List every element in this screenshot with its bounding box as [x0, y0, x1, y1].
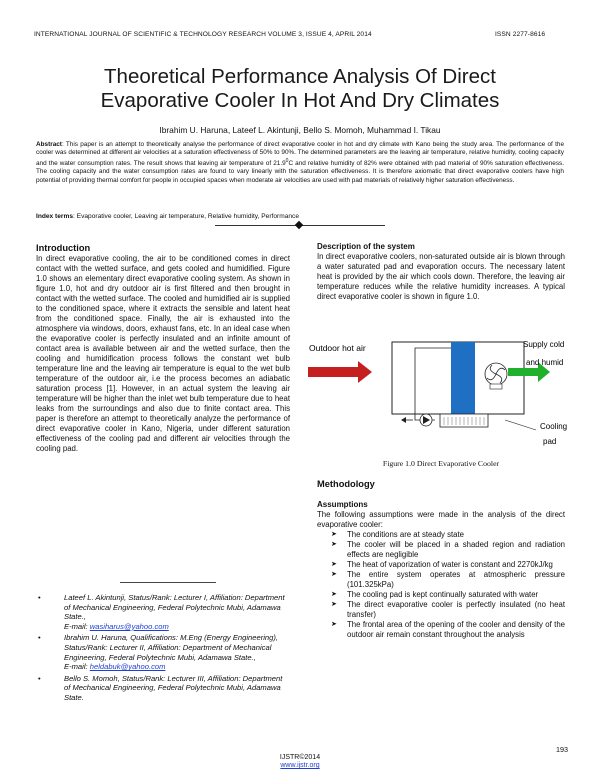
abstract [36, 141, 564, 185]
journal-header: INTERNATIONAL JOURNAL OF SCIENTIFIC & TECHNOLOGY RESEARCH VOLUME 3, ISSUE 4, APRIL 2014 [34, 31, 372, 38]
label-outdoor-hot-air: Outdoor hot air [309, 343, 366, 353]
paper-title-line-2: Evaporative Cooler In Hot And Dry Climates [100, 89, 500, 112]
introduction-text: In direct evaporative cooling, the air to be conditioned comes in direct contact with the wetted surface, and gets cooled and humidified. Figure 1.0 shows an elementary direct evaporative cooling system. As shown in figure 1.0, hot and dry outdoor air is first filtered and then brought in contact with the wetted surface. The cooled and humidified air is supplied to the conditioned space, where it extracts the sensible and latent heat from the conditioned space. Finally, the air is exhausted into the atmosphere via windows, doors, exhaust fans, etc. In an ideal case when the evaporative cooler is perfectly insulated and an infinite amount of contact area is available between air and the wetted surface, then the cooling and humidification process follows the constant wet bulb temperature line and the leaving air temperature is equal to the wet bulb temperature of the outdoor air, i.e the process becomes an adiabatic saturation process [1]. However, in an actual system the leaving air temperature will be higher than the inlet wet bulb temperature due to heat leaks from the surroundings and also due to finite contact area. This paper is therefore an attempt to theoretically analyze the performance of direct evaporative cooler in Kano, Nigeria, under different saturation effectiveness of the cooling pad and different air velocities through the cooling pad. [36, 254, 290, 453]
description-section [317, 242, 565, 302]
page-number: 193 [556, 745, 568, 754]
list-item: ➤ The heat of vaporization of water is constant and 2270kJ/kg [317, 560, 565, 570]
paper-title-line-1: Theoretical Performance Analysis Of Direct [104, 65, 496, 88]
footnote-item [36, 633, 290, 671]
evaporative-cooler-diagram [300, 334, 570, 454]
index-terms [36, 213, 564, 220]
footnote-email-label: E-mail: [64, 621, 90, 631]
label-pad: pad [543, 437, 557, 446]
list-item: ➤ The entire system operates at atmospheric pressure (101.325kPa) [317, 570, 565, 590]
pad-leader-line [505, 420, 536, 430]
methodology-heading: Methodology [317, 479, 375, 489]
footnote-email-link[interactable]: wasiharus@yahoo.com [89, 621, 169, 631]
index-terms-label: Index terms [36, 213, 74, 220]
journal-url-link[interactable]: www.ijstr.org [280, 762, 320, 769]
footnote-email-label: E-mail: [64, 662, 90, 672]
list-item: ➤ The cooler will be placed in a shaded region and radiation effects are negligible [317, 540, 565, 560]
footnote-text: Ibrahim U. Haruna, Qualifications: M.Eng (Energy Engineering), Status/Rank: Lecturer II, Affiliation: Department of Mechanical Engineering, Federal Polytechnic Mubi, Adamawa State., [64, 633, 278, 662]
assumptions-heading: Assumptions [317, 500, 368, 509]
footnote-text: Bello S. Momoh, Status/Rank: Lecturer III, Affiliation: Department of Mechanical Engineering, Federal Polytechnic Mubi, Adamawa State. [64, 673, 283, 702]
abstract-label: Abstract [36, 141, 62, 148]
divider-diamond [295, 221, 303, 229]
footnote-text: Lateef L. Akintunji, Status/Rank: Lecturer I, Affiliation: Department of Mechanical Engineering, Federal Polytechnic Mubi, Adamawa State., [64, 593, 285, 622]
drain-arrow-icon [401, 417, 406, 423]
footnote-item [36, 593, 290, 631]
abstract-text-1: : This paper is an attempt to theoretically analyse the performance of direct evaporative cooler in hot and dry climate with Kano being the study area. The performance of the cooler was determined at different air velocities at a saturation effectiveness of 50% to 90%. The determined parameters are the leaving air temperature, relative humidity, cooling capacity and the water consumption rates. The result shows that leaving air temperature of 21.9 [36, 141, 564, 168]
journal-code: IJSTR©2014 [279, 754, 321, 761]
author-footnotes [36, 593, 290, 705]
inlet-arrow-icon [308, 361, 372, 383]
introduction-heading: Introduction [36, 243, 91, 253]
description-text: In direct evaporative coolers, non-saturated outside air is blown through a water saturated pad and evaporation occurs. The necessary latent heat is provided by the air which cools down. Therefore, the leaving air temperature reduces while the relative humidity increases. A typical direct evaporative cooler is shown in figure 1.0. [317, 252, 565, 301]
introduction-section [36, 242, 290, 454]
author-list: Ibrahim U. Haruna, Lateef L. Akintunji, Bello S. Momoh, Muhammad I. Tikau [159, 125, 441, 135]
issn-header: ISSN 2277-8616 [495, 31, 546, 38]
abstract-text-2: C and relative humidity of 82% were obtained with pad material of 90% saturation effectiveness. The cooling capacity and the water consumption rates are found to vary linearly with the saturation effectiveness. It is therefore axiomatic that direct evaporative coolers have high potential of providing thermal comfort for people in occupied spaces when moderate air velocities are used with pad materials of relatively higher saturation effectiveness. [36, 160, 564, 184]
cooling-pad-block [451, 342, 475, 414]
abstract-degree: 0 [285, 158, 289, 165]
assumptions-list [317, 530, 565, 640]
list-item: ➤ The conditions are at steady state [317, 530, 565, 540]
list-item: ➤ The cooling pad is kept continually saturated with water [317, 590, 565, 600]
figure-caption: Figure 1.0 Direct Evaporative Cooler [382, 459, 500, 468]
footnote-rule [120, 582, 216, 583]
label-and-humid: and humid [526, 358, 564, 367]
description-heading: Description of the system [317, 242, 415, 251]
methodology-section [317, 478, 565, 640]
assumptions-intro: The following assumptions were made in the analysis of the direct evaporative cooler: [317, 510, 565, 529]
footnote-item [36, 674, 290, 703]
footnote-email-link[interactable]: heldabuk@yahoo.com [89, 662, 166, 672]
list-item: ➤ The frontal area of the opening of the cooler and density of the outdoor air remain constant throughout the analysis [317, 620, 565, 640]
water-pipe [415, 348, 451, 420]
list-item: ➤ The direct evaporative cooler is perfectly insulated (no heat transfer) [317, 600, 565, 620]
label-supply-cold: Supply cold [523, 340, 565, 349]
label-cooling: Cooling [540, 422, 568, 431]
index-terms-text: : Evaporative cooler, Leaving air temperature, Relative humidity, Performance [73, 213, 300, 220]
